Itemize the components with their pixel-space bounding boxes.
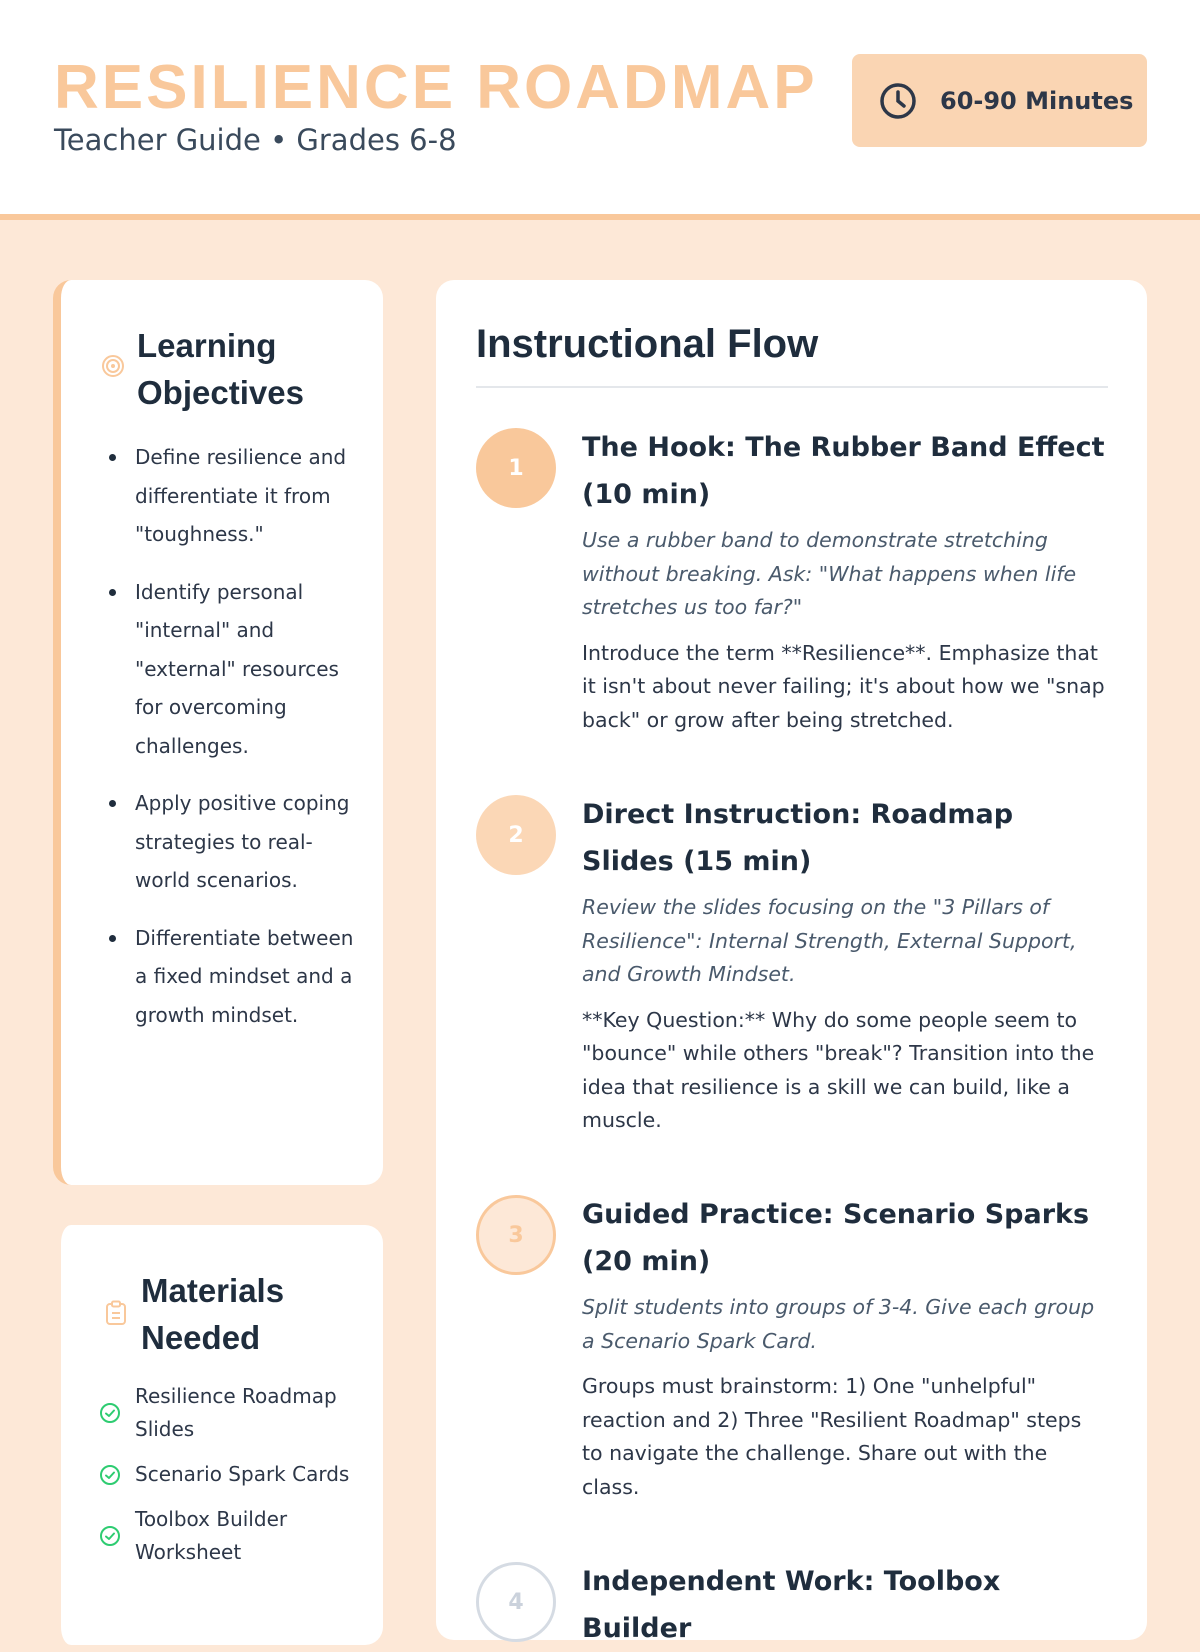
materials-list [99, 1380, 359, 1581]
page-title: RESILIENCE ROADMAP [54, 53, 818, 122]
step-body [582, 424, 1108, 737]
step-title: The Hook: The Rubber Band Effect (10 min) [582, 432, 1105, 510]
step-title: Guided Practice: Scenario Sparks (20 min) [582, 1199, 1090, 1277]
step-number: 2 [476, 795, 556, 875]
clock-icon [878, 81, 918, 121]
step-number: 4 [476, 1562, 556, 1642]
objective-item: Differentiate between a fixed mindset and a growth mindset. [109, 919, 359, 1035]
step-description: Use a rubber band to demonstrate stretching without breaking. Ask: "What happens when life stretches us too far?" [582, 528, 1077, 619]
step-description: Review the slides focusing on the "3 Pillars of Resilience": Internal Strength, External Support, and Growth Mindset. [582, 895, 1077, 986]
step-body [582, 791, 1108, 1138]
material-label: Toolbox Builder Worksheet [135, 1507, 288, 1564]
step-note: Introduce the term **Resilience**. Emphasize that it isn't about never failing; it's about how we "snap back" or grow after being stretched. [582, 640, 1105, 732]
page-header [0, 0, 1200, 220]
clipboard-icon [105, 1300, 127, 1326]
material-label: Resilience Roadmap Slides [135, 1384, 337, 1441]
page-subtitle: Teacher Guide • Grades 6-8 [54, 123, 457, 157]
objective-item: Define resilience and differentiate it from "toughness." [109, 438, 359, 554]
duration-text: 60-90 Minutes [940, 86, 1134, 115]
objective-item: Identify personal "internal" and "external" resources for overcoming challenges. [109, 573, 359, 766]
materials-card [53, 1225, 383, 1645]
material-item [99, 1380, 359, 1446]
duration-badge [852, 54, 1147, 147]
objectives-heading: Learning Objectives [137, 327, 304, 411]
step-note: **Key Question:** Why do some people seem to "bounce" while others "break"? Transition into the idea that resilience is a skill we can build, like a muscle. [582, 1007, 1095, 1132]
target-icon [101, 354, 125, 378]
flow-title: Instructional Flow [476, 322, 819, 366]
step-body [582, 1558, 1108, 1652]
material-label: Scenario Spark Cards [135, 1462, 350, 1486]
instructional-flow-card [436, 280, 1147, 1644]
step-title: Independent Work: Toolbox Builder [582, 1566, 1001, 1644]
step-note: Groups must brainstorm: 1) One "unhelpful" reaction and 2) Three "Resilient Roadmap" steps to navigate the challenge. Share out with the class. [582, 1374, 1082, 1499]
objective-item: Apply positive coping strategies to real-world scenarios. [109, 784, 359, 900]
step-title: Direct Instruction: Roadmap Slides (15 min) [582, 799, 1014, 877]
check-circle-icon [99, 1464, 121, 1486]
step-number: 3 [476, 1195, 556, 1275]
step-body [582, 1191, 1108, 1504]
materials-heading: Materials Needed [141, 1272, 285, 1356]
material-item [99, 1458, 359, 1491]
check-circle-icon [99, 1402, 121, 1424]
divider [476, 386, 1108, 388]
check-circle-icon [99, 1525, 121, 1547]
material-item [99, 1503, 359, 1569]
step-number: 1 [476, 428, 556, 508]
step-description: Split students into groups of 3-4. Give each group a Scenario Spark Card. [582, 1295, 1095, 1353]
learning-objectives-card [53, 280, 383, 1185]
objectives-list [109, 438, 359, 1053]
